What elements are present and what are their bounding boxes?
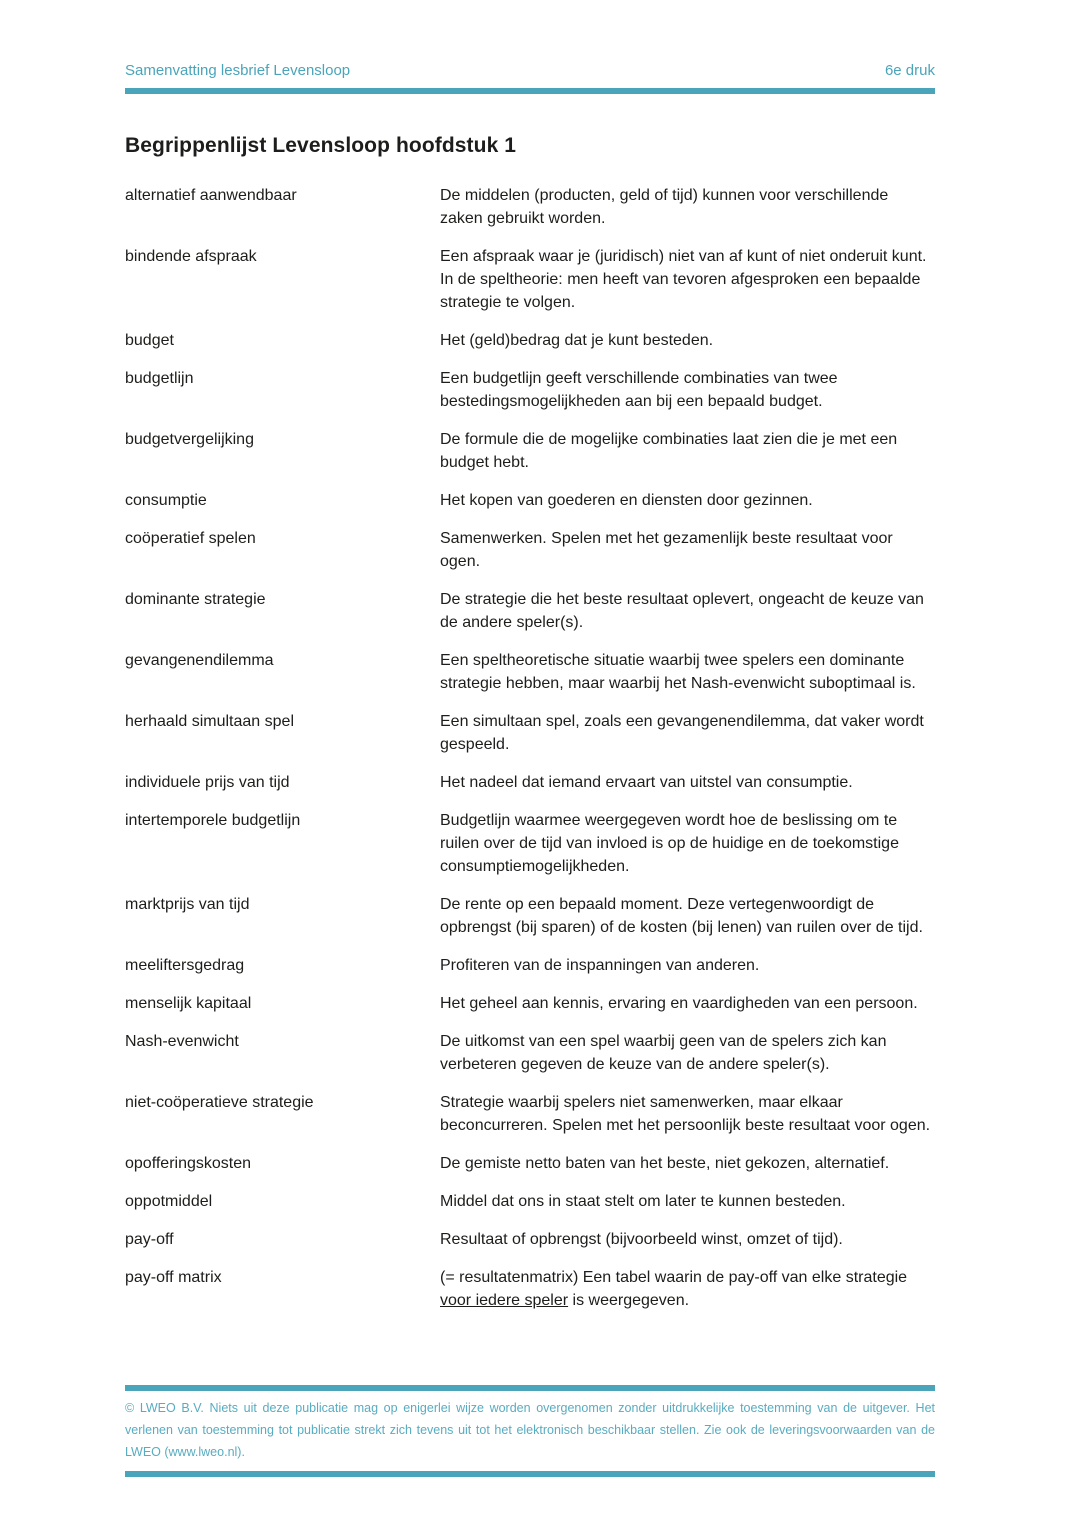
- definition: Het kopen van goederen en diensten door gezinnen.: [440, 492, 813, 509]
- definition: Resultaat of opbrengst (bijvoorbeeld winst, omzet of tijd).: [440, 1231, 843, 1248]
- page-header: [125, 0, 935, 79]
- definition: Een speltheoretische situatie waarbij twee spelers een dominante strategie hebben, maar waarbij het Nash-evenwicht suboptimaal is.: [440, 652, 916, 692]
- definition: Samenwerken. Spelen met het gezamenlijk beste resultaat voor ogen.: [440, 530, 893, 570]
- definition: De uitkomst van een spel waarbij geen van de spelers zich kan verbeteren gegeven de keuze van de andere speler(s).: [440, 1033, 887, 1073]
- page-title: Begrippenlijst Levensloop hoofdstuk 1: [125, 134, 517, 157]
- term: gevangenendilemma: [125, 652, 274, 669]
- definition: Het (geld)bedrag dat je kunt besteden.: [440, 332, 714, 349]
- glossary-row: [125, 428, 935, 474]
- glossary-row: [125, 489, 935, 512]
- term: Nash-evenwicht: [125, 1033, 239, 1050]
- definition: Het nadeel dat iemand ervaart van uitstel van consumptie.: [440, 774, 853, 791]
- glossary-row: [125, 1091, 935, 1137]
- term: individuele prijs van tijd: [125, 774, 290, 791]
- definition: Profiteren van de inspanningen van anderen.: [440, 957, 760, 974]
- definition-text: (= resultatenmatrix) Een tabel waarin de pay-off van elke strategie: [440, 1269, 908, 1286]
- header-document-title: Samenvatting lesbrief Levensloop: [125, 62, 351, 79]
- glossary-row: [125, 527, 935, 573]
- header-edition: 6e druk: [884, 62, 935, 79]
- definition-text: is weergegeven.: [568, 1292, 690, 1309]
- term: budget: [125, 332, 174, 349]
- glossary-row: [125, 710, 935, 756]
- term: budgetvergelijking: [125, 431, 254, 448]
- glossary-row: [125, 893, 935, 939]
- definition: De middelen (producten, geld of tijd) kunnen voor verschillende zaken gebruikt worden.: [440, 187, 889, 227]
- header-divider: [125, 88, 935, 94]
- glossary-row: [125, 588, 935, 634]
- definition: Budgetlijn waarmee weergegeven wordt hoe de beslissing om te ruilen over de tijd van invloed is op de huidige en de toekomstige consumptiemogelijkheden.: [440, 812, 899, 875]
- definition: Een budgetlijn geeft verschillende combinaties van twee bestedingsmogelijkheden aan bij een bepaald budget.: [440, 370, 838, 410]
- term: menselijk kapitaal: [125, 995, 252, 1012]
- term: consumptie: [125, 492, 207, 509]
- term: niet-coöperatieve strategie: [125, 1094, 314, 1111]
- definition: Het geheel aan kennis, ervaring en vaardigheden van een persoon.: [440, 995, 918, 1012]
- glossary-row: [125, 809, 935, 878]
- definition-underlined-text: voor iedere speler: [440, 1292, 569, 1309]
- definition: [440, 1266, 935, 1312]
- document-page: [125, 0, 935, 1527]
- page-footer: [125, 1385, 935, 1477]
- glossary-row: [125, 184, 935, 230]
- term: bindende afspraak: [125, 248, 257, 265]
- term: alternatief aanwendbaar: [125, 187, 297, 204]
- glossary-row: [125, 1152, 935, 1175]
- glossary-row: [125, 245, 935, 314]
- term: budgetlijn: [125, 370, 194, 387]
- definition: De strategie die het beste resultaat oplevert, ongeacht de keuze van de andere speler(s).: [440, 591, 924, 631]
- term: marktprijs van tijd: [125, 896, 250, 913]
- definition: Een simultaan spel, zoals een gevangenendilemma, dat vaker wordt gespeeld.: [440, 713, 924, 753]
- term: dominante strategie: [125, 591, 266, 608]
- definition: De gemiste netto baten van het beste, niet gekozen, alternatief.: [440, 1155, 890, 1172]
- term: coöperatief spelen: [125, 530, 256, 547]
- glossary-row: [125, 367, 935, 413]
- term: intertemporele budgetlijn: [125, 812, 301, 829]
- definition: De rente op een bepaald moment. Deze vertegenwoordigt de opbrengst (bij sparen) of de kosten (bij lenen) van ruilen over de tijd.: [440, 896, 923, 936]
- glossary-row: [125, 329, 935, 352]
- definition: Een afspraak waar je (juridisch) niet van af kunt of niet onderuit kunt. In de speltheorie: men heeft van tevoren afgesproken een bepaalde strategie te volgen.: [440, 248, 927, 311]
- term: meeliftersgedrag: [125, 957, 245, 974]
- definition: De formule die de mogelijke combinaties laat zien die je met een budget hebt.: [440, 431, 898, 471]
- definition: Middel dat ons in staat stelt om later te kunnen besteden.: [440, 1193, 846, 1210]
- term: opofferingskosten: [125, 1155, 252, 1172]
- glossary-row: [125, 771, 935, 794]
- term: herhaald simultaan spel: [125, 713, 294, 730]
- copyright-notice: © LWEO B.V. Niets uit deze publicatie mag op enigerlei wijze worden overgenomen zonder uitdrukkelijke toestemming van de uitgever. Het verlenen van toestemming tot publicatie strekt zich tevens uit tot het elektronisch beschikbaar stellen. Zie ook de leveringsvoorwaarden van de LWEO (www.lweo.nl).: [125, 1401, 935, 1459]
- glossary-row: [125, 1228, 935, 1251]
- glossary-row: [125, 1030, 935, 1076]
- glossary-list: [125, 184, 935, 1312]
- term: oppotmiddel: [125, 1193, 213, 1210]
- glossary-row: [125, 1266, 935, 1312]
- glossary-row: [125, 1190, 935, 1213]
- footer-bottom-divider: [125, 1471, 935, 1477]
- glossary-row: [125, 649, 935, 695]
- term: pay-off matrix: [125, 1269, 222, 1286]
- glossary-row: [125, 954, 935, 977]
- term: pay-off: [125, 1231, 174, 1248]
- glossary-row: [125, 992, 935, 1015]
- definition: Strategie waarbij spelers niet samenwerken, maar elkaar beconcurreren. Spelen met het persoonlijk beste resultaat voor ogen.: [440, 1094, 931, 1134]
